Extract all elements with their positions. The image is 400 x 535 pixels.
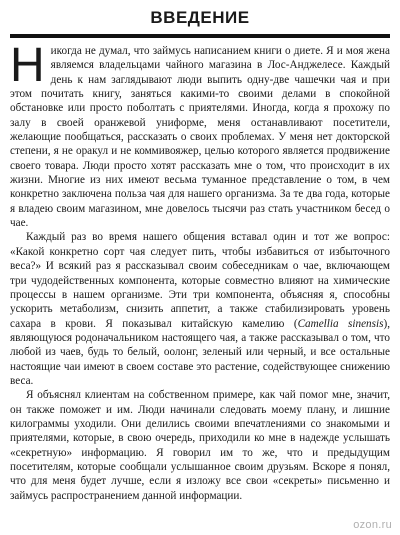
paragraph-2-text-a: Каждый раз во время нашего общения вставал один и тот же вопрос: «Какой конкретно сорт чая следует пить, чтобы избавиться от избыточного веса?» И всякий раз я рассказывал своим собеседникам о чае, включающем три чудодейственных компонента, которые совместно влияют на химические процессы в нашем организме. Эти три компонента, объясняя я, способны ускорить метаболизм, снизить аппетит, а также стабилизировать уровень сахара в крови. Я показывал китайскую камелию ( (10, 231, 390, 330)
latin-plant-name: Camellia sinensis (297, 317, 384, 330)
paragraph-1-text: икогда не думал, что займусь написанием книги о диете. Я и моя жена являемся владельцами чайного магазина в Лос-Анджелесе. Каждый день к нам заглядывают люди выпить одну-две чашечки чая и при этом почитать книгу, заняться какими-то своими делами в спокойной обстановке или просто поболтать с приятелями. Иногда, когда я прохожу по залу в своей оранжевой униформе, меня останавливают посетители, желающие пообщаться, рассказать о своих проблемах. У меня нет докторской степени, я не оракул и не коммивояжер, целью которого является продвижение своего товара. Люди просто хотят рассказать мне о том, что происходит в их жизни. Многие из них имеют весьма туманное представление о том, в чем конкретно заключена польза чая для нашего организма. За те два года, которые я владею своим магазином, мне довелось тысячи раз стать участником бесед о чае. (10, 45, 390, 230)
drop-cap: Н (10, 39, 45, 92)
chapter-body (10, 39, 390, 513)
chapter-header (10, 4, 390, 38)
ozon-watermark: ozon.ru (353, 519, 392, 531)
paragraph-1 (10, 39, 390, 230)
paragraph-3-text: Я объяснял клиентам на собственном примере, как чай помог мне, значит, он также поможет и им. Люди начинали следовать моему плану, и лишние килограммы уходили. Они делились своими впечатлениями со знакомыми и приятелями, которые, в свою очередь, приходили ко мне в надежде услышать «секретную» информацию. Я говорил им то же, что и предыдущим посетителям, которые сообщали услышанное своим друзьям. Вскоре я понял, что для меня будет лучше, если я изложу все свои «секреты» письменно и займусь распространением данной информации. (10, 389, 390, 502)
chapter-title: ВВЕДЕНИЕ (150, 8, 250, 27)
paragraph-3 (10, 388, 390, 503)
header-rule (10, 34, 390, 38)
paragraph-2-text-b: ), являющуюся родоначальником настоящего чая, а также рассказывал о том, что любой из чаев, будь то белый, оолонг, зеленый или черный, и все остальные настоящие чаи имеют в своем составе это растение, содействующее снижению веса. (10, 317, 390, 387)
paragraph-2 (10, 230, 390, 388)
